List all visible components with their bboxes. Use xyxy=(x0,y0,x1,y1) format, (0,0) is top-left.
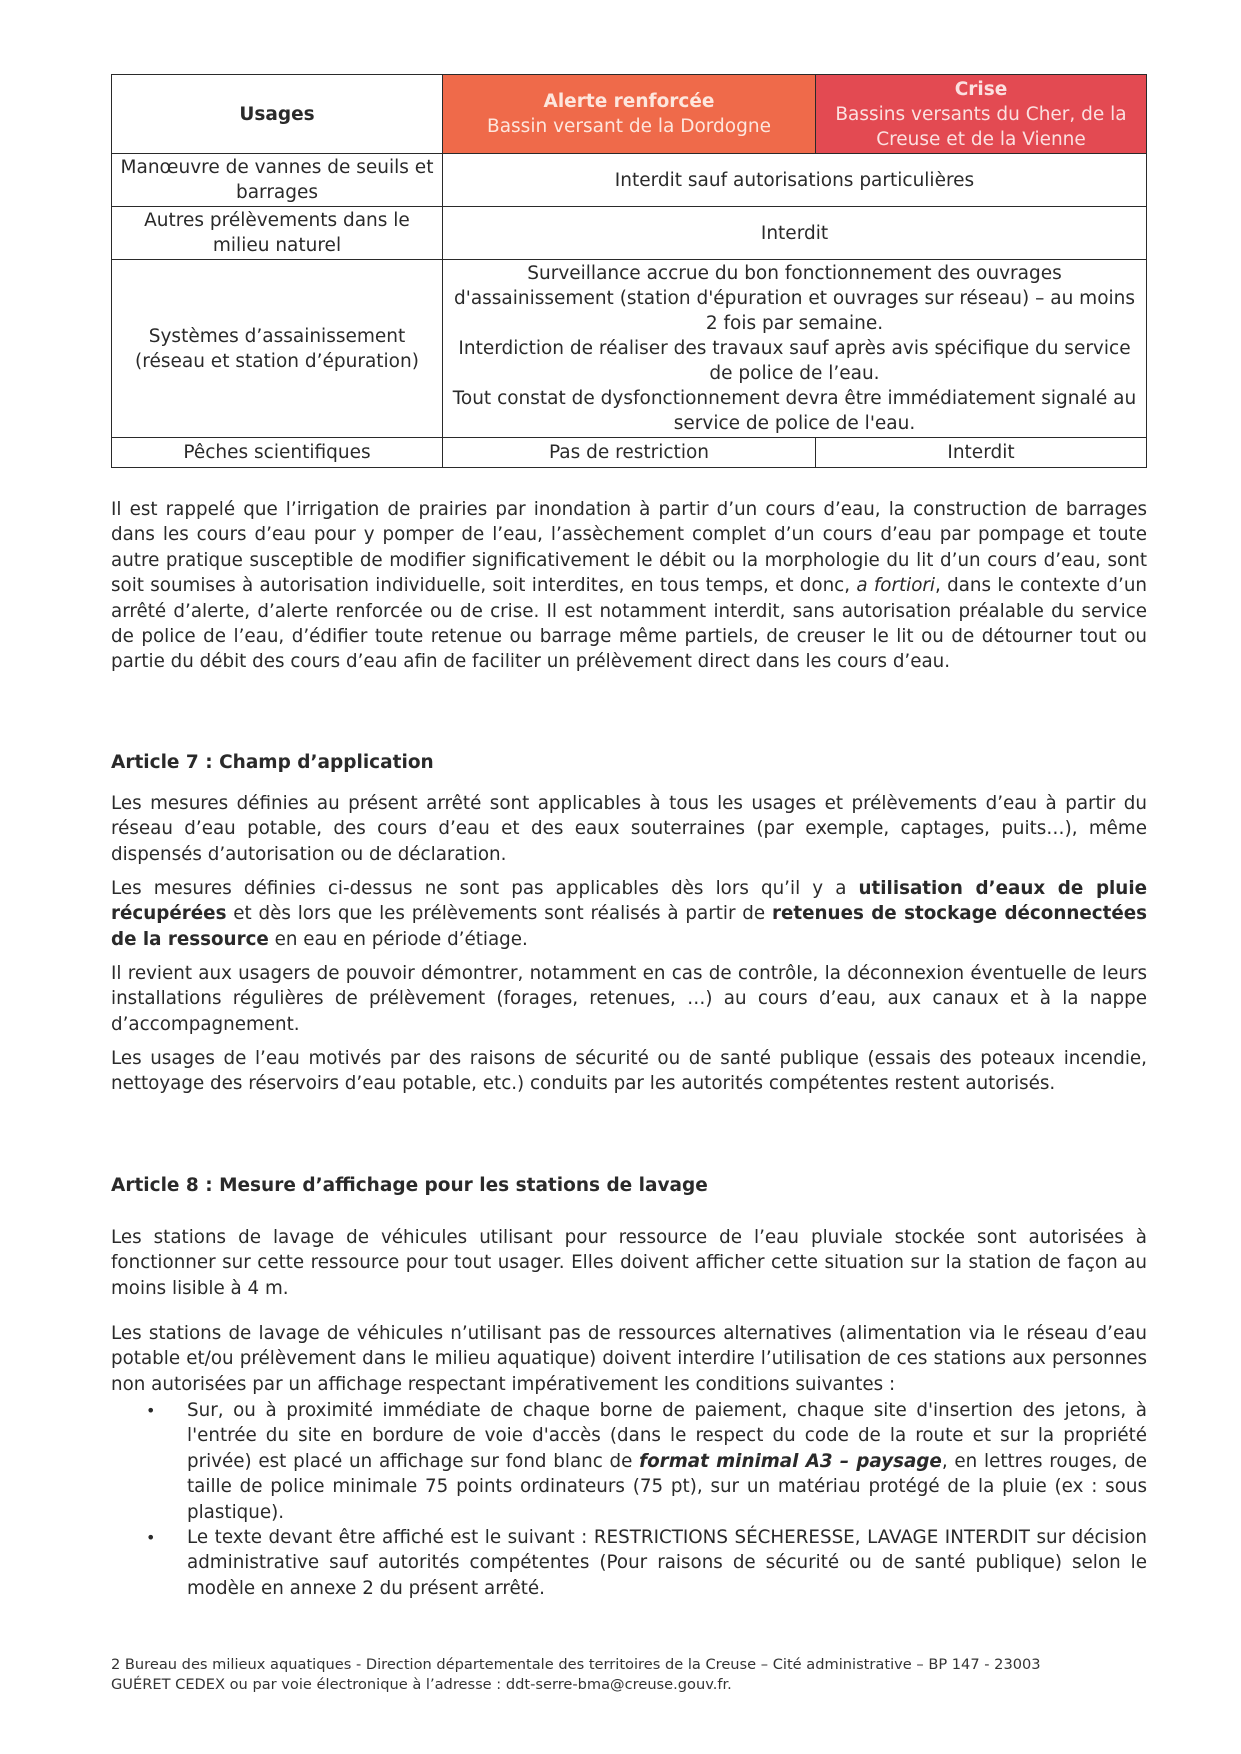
text-run: Les mesures définies ci-dessus ne sont pas applicables dès lors qu’il y a xyxy=(111,878,859,899)
text-run: , dans le contexte d’un arrêté d’alerte, d’alerte renforcée ou de crise. Il est notamment interdit, sans autorisation préalable du service de police de l’eau, d’édifier toute retenue ou barrage même partiels, de creuser le lit ou de détourner tout ou partie du débit des cours d’eau afin de faciliter un prélèvement direct dans les cours d’eau. xyxy=(111,575,1147,673)
measure-cell: Interdit sauf autorisations particulières xyxy=(443,154,1147,207)
text-run: en eau en période d’étiage. xyxy=(268,928,528,950)
measure-line: Interdiction de réaliser des travaux sauf après avis spécifique du service de police de l’eau. xyxy=(458,338,1131,384)
footer-line: 2 Bureau des milieux aquatiques - Direction départementale des territoires de la Creuse – Cité administrative – BP 147 - 23003 xyxy=(111,1656,1041,1673)
intro-paragraph xyxy=(111,497,1147,675)
header-usages: Usages xyxy=(112,75,443,154)
list-item xyxy=(111,1525,1147,1601)
article-7-paragraph-4: Les usages de l’eau motivés par des raisons de sécurité ou de santé publique (essais des poteaux incendie, nettoyage des réservoirs d’eau potable, etc.) conduits par les autorités compétentes restent autorisés. xyxy=(111,1048,1147,1095)
list-item xyxy=(111,1398,1147,1525)
usage-restrictions-table xyxy=(111,74,1147,468)
bold-italic-run: format minimal A3 – paysage xyxy=(639,1450,942,1472)
alerte-cell: Pas de restriction xyxy=(443,438,816,468)
page-footer xyxy=(111,1655,1151,1695)
text-run: et dès lors que les prélèvements sont réalisés à partir de xyxy=(226,903,772,925)
usage-cell: Pêches scientifiques xyxy=(112,438,443,468)
italic-run: a fortiori xyxy=(856,575,936,597)
article-8-paragraph-1: Les stations de lavage de véhicules utilisant pour ressource de l’eau pluviale stockée sont autorisées à fonctionner sur cette ressource pour tout usager. Elles doivent afficher cette situation sur la station de façon au moins lisible à 4 m. xyxy=(111,1227,1147,1299)
usage-cell: Autres prélèvements dans le milieu naturel xyxy=(112,207,443,260)
bold-run: retenues de stockage déconnectées de la ressource xyxy=(111,903,1148,950)
usage-cell: Manœuvre de vannes de seuils et barrages xyxy=(112,154,443,207)
article-7-paragraph-3: Il revient aux usagers de pouvoir démontrer, notamment en cas de contrôle, la déconnexion éventuelle de leurs installations régulières de prélèvement (forages, retenues, …) au cours d’eau, aux canaux et à la nappe d’accompagnement. xyxy=(111,963,1147,1035)
table-row xyxy=(112,438,1147,468)
article-8-bullet-list xyxy=(111,1398,1147,1601)
measure-line: Surveillance accrue du bon fonctionnement des ouvrages d'assainissement (station d'épuration et ouvrages sur réseau) – au moins 2 fois par semaine. xyxy=(453,263,1136,334)
crise-cell: Interdit xyxy=(816,438,1147,468)
measure-line: Tout constat de dysfonctionnement devra être immédiatement signalé au service de police de l'eau. xyxy=(452,388,1137,434)
article-7-paragraph-2 xyxy=(111,876,1147,952)
text-run: , en lettres rouges, de taille de police minimale 75 points ordinateurs (75 pt), sur un matériau protégé de la pluie (ex : sous plastique). xyxy=(187,1450,1147,1523)
footer-line: GUÉRET CEDEX ou par voie électronique à l’adresse : ddt-serre-bma@creuse.gouv.fr. xyxy=(111,1676,732,1693)
bullet-icon: • xyxy=(146,1401,156,1420)
text-run: Le texte devant être affiché est le suivant : RESTRICTIONS SÉCHERESSE, LAVAGE INTERDIT sur décision administrative sauf autorités compétentes (Pour raisons de sécurité ou de santé publique) selon le modèle en annexe 2 du présent arrêté. xyxy=(187,1527,1147,1599)
header-crise xyxy=(816,75,1147,154)
bullet-icon: • xyxy=(146,1528,156,1548)
usage-cell: Systèmes d’assainissement (réseau et station d’épuration) xyxy=(112,260,443,438)
table-row xyxy=(112,154,1147,207)
table-header-row xyxy=(112,75,1147,154)
bold-run: utilisation d’eaux de pluie récupérées xyxy=(111,878,1147,925)
header-alerte-renforcee xyxy=(443,75,816,154)
alerte-title: Alerte renforcée xyxy=(543,91,715,112)
article-7-heading: Article 7 : Champ d’application xyxy=(111,752,434,773)
text-run: Sur, ou à proximité immédiate de chaque borne de paiement, chaque site d'insertion des jetons, à l'entrée du site en bordure de voie d'accès (dans le respect du code de la route et sur la propriété privée) est placé un affichage sur fond blanc de xyxy=(187,1400,1147,1472)
alerte-subtitle: Bassin versant de la Dordogne xyxy=(487,116,771,137)
article-8-paragraph-2: Les stations de lavage de véhicules n’utilisant pas de ressources alternatives (alimentation via le réseau d’eau potable et/ou prélèvement dans le milieu aquatique) doivent interdire l’utilisation de ces stations aux personnes non autorisées par un affichage respectant impérativement les conditions suivantes : xyxy=(111,1323,1147,1395)
measure-cell xyxy=(443,260,1147,438)
article-8-heading: Article 8 : Mesure d’affichage pour les stations de lavage xyxy=(111,1175,708,1196)
crise-title: Crise xyxy=(954,78,1008,100)
table-row xyxy=(112,207,1147,260)
text-run: Il est rappelé que l’irrigation de prairies par inondation à partir d’un cours d’eau, la construction de barrages dans les cours d’eau pour y pomper de l’eau, l’assèchement complet d’un cours d’eau par pompage et toute autre pratique susceptible de modifier significativement le débit ou la morphologie du lit d’un cours d’eau, sont soit soumises à autorisation individuelle, soit interdites, en tous temps, et donc, xyxy=(111,499,1147,597)
crise-subtitle: Bassins versants du Cher, de la Creuse et de la Vienne xyxy=(835,103,1127,150)
measure-cell: Interdit xyxy=(443,207,1147,260)
table-row xyxy=(112,260,1147,438)
article-7-paragraph-1: Les mesures définies au présent arrêté sont applicables à tous les usages et prélèvements d’eau à partir du réseau d’eau potable, des cours d’eau et des eaux souterraines (par exemple, captages, puits…), même dispensés d’autorisation ou de déclaration. xyxy=(111,793,1147,865)
